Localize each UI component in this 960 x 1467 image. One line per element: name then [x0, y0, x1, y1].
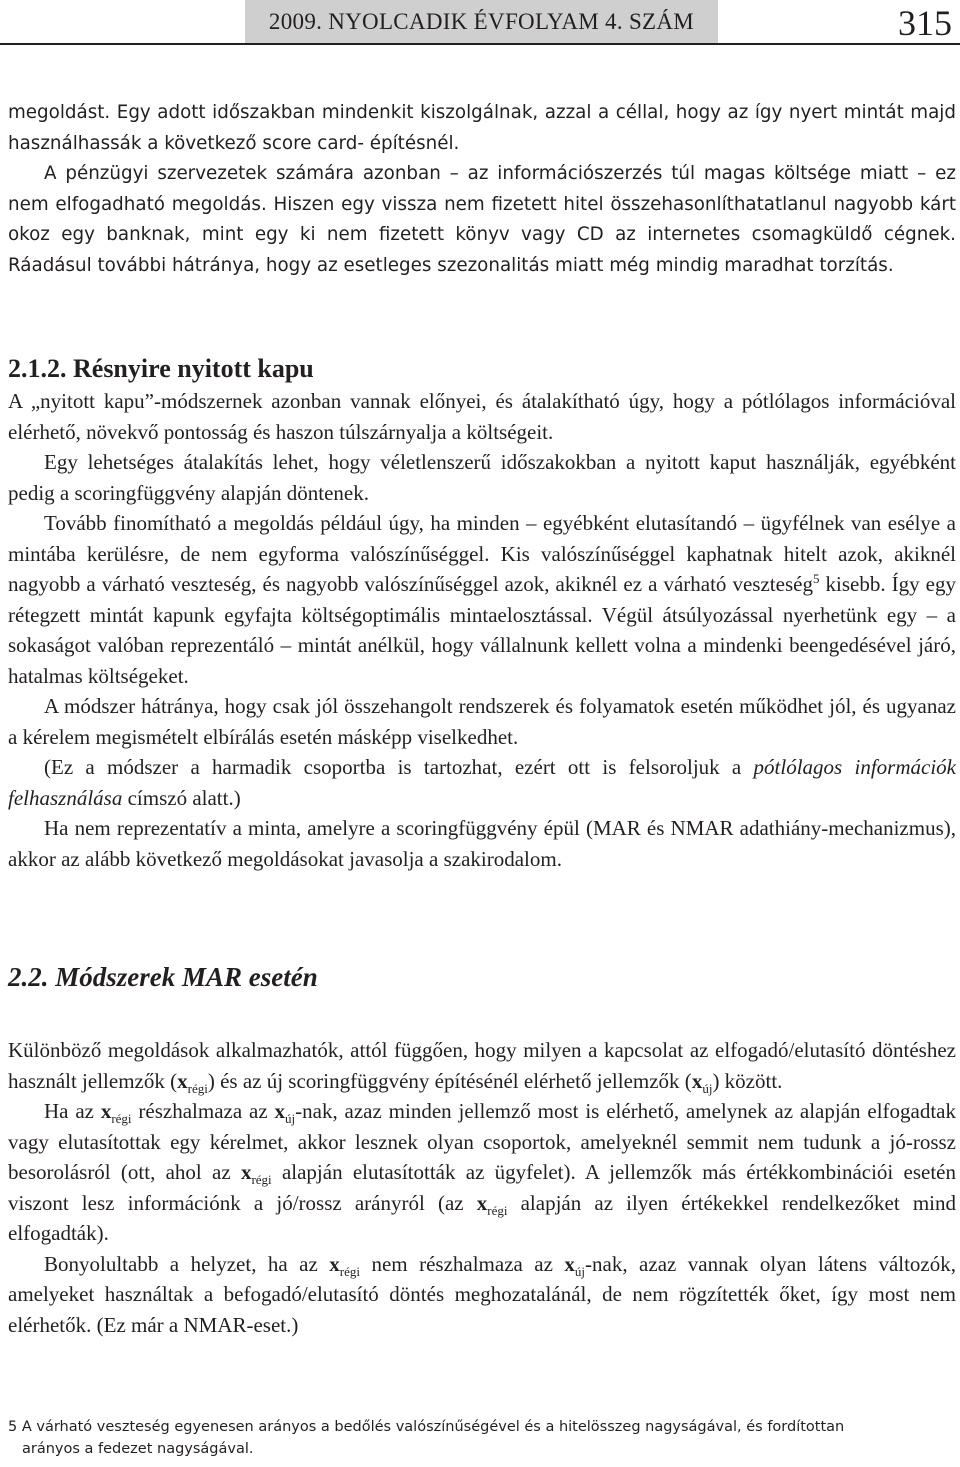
running-header [245, 0, 718, 44]
footnote-line: arányos a fedezet nagyságával. [22, 1441, 254, 1457]
paragraph: Ha nem reprezentatív a minta, amelyre a scoringfüggvény épül (MAR és NMAR adathiány-mechanizmus), akkor az alább következő megoldásokat javasolja a szakirodalom. [8, 816, 956, 871]
footnote [8, 1416, 956, 1460]
paragraph: A pénzügyi szervezetek számára azonban – az információszerzés túl magas költsége miatt – ez nem elfogadható megoldás. Hiszen egy vissza nem fizetett hitel összehasonlíthatatlanul nagyobb kárt okoz egy banknak, mint egy ki nem fizetett könyv vagy CD az internetes csomagküldő cégnek. Ráadásul további hátránya, hogy az esetleges szezonalitás miatt még mindig maradhat torzítás. [8, 163, 956, 276]
section-2-1-2 [8, 352, 956, 874]
journal-issue-title: 2009. NYOLCADIK ÉVFOLYAM 4. SZÁM [268, 9, 695, 34]
paragraph: A módszer hátránya, hogy csak jól összehangolt rendszerek és folyamatok esetén működhet jól, és ugyanaz a kérelem megismételt elbírálás esetén másképp viselkedhet. [8, 694, 956, 749]
intro-text [8, 98, 956, 281]
italic-term: pótlólagos információk felhasználása [8, 755, 956, 810]
paragraph: Bonyolultabb a helyzet, ha az $x_{régi}$ nem részhalmaza az $x_{új}$-nak, azaz vannak olyan látens változók, amelyeket használtak a befogadó/elutasító döntés meghozatalánál, de nem rögzítették őket, így most nem elérhetők. (Ez már a NMAR-eset.) [8, 1251, 957, 1337]
page-number: 315 [898, 3, 952, 43]
paragraph: Tovább finomítható a megoldás például úgy, ha minden – egyébként elutasítandó – ügyfélnek van esélye a mintába kerülésre, de nem egyforma valószínűséggel. Kis valószínűséggel kaphatnak hitelt azok, akiknél nagyobb a várható veszteség, és nagyobb valószínűséggel azok, akiknél ez a várható veszteség$^5$ kisebb. Így egy rétegzett mintát kapunk egyfajta költségoptimális mintaelosztással. Végül átsúlyozással nyerhetünk egy – a sokaságot valóban reprezentáló – mintát anélkül, hogy vállalnunk kellett volna a mindenki beengedésével járó, hatalmas költségeket. [8, 511, 956, 688]
paragraph: Különböző megoldások alkalmazhatók, attól függően, hogy milyen a kapcsolat az elfogadó/elutasító döntéshez használt jellemzők $(x_{régi})$ és az új scoringfüggvény építésénél elérhető jellemzők $(x_{új})$ között. [8, 1038, 956, 1096]
header-rule [0, 43, 960, 45]
paragraph: (Ez a módszer a harmadik csoportba is tartozhat, ezért ott is felsoroljuk a pótlólagos információk felhasználása címszó alatt.) [8, 755, 956, 810]
footnote-line: 5 A várható veszteség egyenesen arányos a bedőlés valószínűségével és a hitelösszeg nagyságával, és fordítottan [8, 1419, 845, 1435]
footnote-ref: 5 [812, 571, 820, 586]
paragraph: megoldást. Egy adott időszakban mindenkit kiszolgálnak, azzal a céllal, hogy az így nyert mintát majd használhassák a következő score card- építésnél. [8, 102, 956, 154]
section-heading: 2.1.2. Résnyire nyitott kapu [8, 354, 314, 383]
section-heading: 2.2. Módszerek MAR esetén [8, 962, 318, 992]
paragraph: Egy lehetséges átalakítás lehet, hogy véletlenszerű időszakokban a nyitott kaput használják, egyébként pedig a scoringfüggvény alapján döntenek. [8, 450, 956, 505]
section-2-2 [8, 1035, 956, 1340]
paragraph: Ha az $x_{régi}$ részhalmaza az $x_{új}$-nak, azaz minden jellemző most is elérhető, amelynek az alapján elfogadtak vagy elutasítottak egy kérelmet, akkor lesznek olyan csoportok, amelyeknél semmit nem tudunk a jó-rossz besorolásról (ott, ahol az $x_{régi}$ alapján elutasították az ügyfelet). A jellemzők más értékkombinációi esetén viszont lesz információnk a jó/rossz arányról (az $x_{régi}$ alapján az ilyen értékekkel rendelkezőket mind elfogadták). [8, 1099, 956, 1245]
paragraph: A „nyitott kapu”-módszernek azonban vannak előnyei, és átalakítható úgy, hogy a pótlólagos információval elérhető, növekvő pontosság és haszon túlszárnyalja a költségeit. [8, 389, 956, 444]
